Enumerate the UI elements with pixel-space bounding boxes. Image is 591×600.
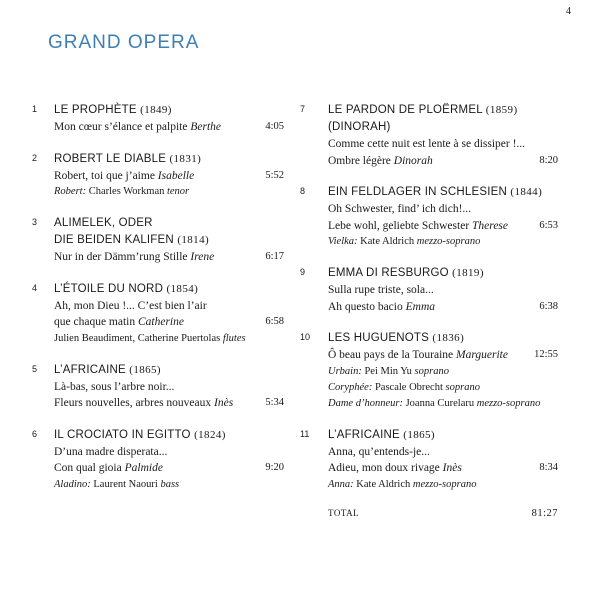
- character-role: Palmide: [124, 462, 163, 474]
- track-entry: [300, 265, 558, 315]
- track-entry: [32, 281, 284, 347]
- aria-text: Mon cœur s’élance et palpite: [54, 121, 191, 133]
- aria-line: [328, 444, 558, 461]
- performer-credit: [328, 477, 558, 493]
- performer-role: Aladino:: [54, 478, 91, 490]
- track-entry: [300, 184, 558, 250]
- composition-year: (1865): [403, 428, 435, 441]
- performer-credit: [328, 380, 558, 396]
- aria-line: [328, 153, 558, 170]
- track-entry: [32, 151, 284, 201]
- aria-text: Sulla rupe triste, sola...: [328, 284, 434, 296]
- track-duration: 6:58: [265, 316, 284, 327]
- aria-text: Ah, mon Dieu !... C’est bien l’air: [54, 299, 207, 312]
- track-number: 8: [300, 186, 306, 196]
- performer-role: Vielka:: [328, 236, 358, 247]
- performer-role: Dame d’honneur:: [328, 397, 403, 409]
- aria-line: [328, 282, 558, 299]
- aria-line: [54, 314, 284, 331]
- aria-text: Oh Schwester, find’ ich dich!...: [328, 203, 472, 215]
- track-title: LE PROPHÈTE (1849): [54, 104, 172, 116]
- page-number: 4: [566, 6, 571, 17]
- track-entry: [32, 427, 284, 493]
- performer-credit: [328, 364, 558, 380]
- character-role: Emma: [405, 300, 435, 313]
- performer-role: Robert:: [54, 186, 87, 197]
- aria-line: [54, 249, 284, 266]
- performer-credit: [54, 477, 284, 493]
- track-duration: 5:52: [265, 169, 284, 181]
- total-duration-row: [306, 508, 558, 518]
- track-number: 4: [32, 282, 38, 293]
- total-duration: 81:27: [531, 507, 558, 519]
- track-number: 6: [32, 428, 38, 439]
- character-role: Irene: [190, 251, 215, 263]
- track-title: EMMA DI RESBURGO (1819): [328, 267, 484, 279]
- performer-voice-type: mezzo-soprano: [412, 478, 477, 490]
- track-title: EIN FELDLAGER IN SCHLESIEN (1844): [328, 186, 543, 198]
- performer-voice-type: bass: [160, 478, 180, 490]
- aria-text: Là-bas, sous l’arbre noir...: [54, 380, 175, 393]
- track-title: IL CROCIATO IN EGITTO (1824): [54, 428, 226, 441]
- track-number: 7: [300, 104, 306, 114]
- character-role: Inès: [442, 462, 462, 474]
- track-entry: [300, 330, 558, 412]
- track-duration: 6:38: [539, 300, 558, 312]
- performer-credit: [328, 234, 558, 250]
- track-title: ALIMELEK, ODER: [54, 217, 153, 229]
- performer-name: Laurent Naouri: [90, 478, 161, 490]
- composition-year: (1865): [129, 363, 161, 376]
- track-title: L’AFRICAINE (1865): [328, 428, 435, 441]
- composition-year: (1819): [452, 267, 484, 279]
- aria-text: Ô beau pays de la Touraine: [328, 349, 456, 361]
- track-title: L’ÉTOILE DU NORD (1854): [54, 282, 199, 295]
- performer-name: Kate Aldrich: [357, 236, 417, 247]
- performer-role: Urbain:: [328, 365, 362, 377]
- composition-year: (1824): [194, 428, 226, 441]
- aria-text: Fleurs nouvelles, arbres nouveaux: [54, 397, 215, 409]
- track-entry: [32, 102, 284, 136]
- character-role: Therese: [472, 219, 509, 232]
- aria-line: [54, 119, 284, 136]
- performer-voice-type: tenor: [166, 186, 190, 197]
- aria-text: Nur in der Dämm’rung Stille: [54, 251, 191, 263]
- aria-line: [328, 201, 558, 218]
- track-title-continued: DIE BEIDEN KALIFEN (1814): [54, 234, 210, 246]
- track-duration: 12:55: [534, 349, 558, 360]
- character-role: Isabelle: [157, 169, 195, 182]
- aria-line: [328, 299, 558, 316]
- character-role: Inès: [214, 397, 234, 409]
- composition-year: (1854): [166, 282, 199, 295]
- track-title: ROBERT LE DIABLE (1831): [54, 152, 202, 165]
- aria-text: que chaque matin: [54, 316, 138, 328]
- track-entry: [32, 362, 284, 412]
- performer-name: Charles Workman: [86, 186, 167, 197]
- tracklist-left-column: [32, 102, 284, 508]
- track-entry: [32, 215, 284, 266]
- performer-name: Joanna Curelaru: [402, 397, 477, 409]
- character-role: Catherine: [137, 316, 184, 328]
- aria-text: Anna, qu’entends-je...: [328, 445, 430, 458]
- performer-name: Julien Beaudiment, Catherine Puertolas: [54, 332, 223, 344]
- track-number: 9: [300, 267, 306, 277]
- aria-text: Ah questo bacio: [328, 300, 406, 313]
- track-title: L’AFRICAINE (1865): [54, 363, 161, 376]
- tracklist-right-column: [300, 102, 558, 519]
- aria-line: [54, 444, 284, 461]
- aria-line: [54, 168, 284, 185]
- track-duration: 9:20: [265, 462, 284, 473]
- aria-text: Ombre légère: [328, 154, 394, 167]
- track-duration: 6:53: [539, 219, 558, 231]
- character-role: Marguerite: [456, 349, 508, 361]
- track-title-continued: (DINORAH): [328, 121, 391, 133]
- performer-credit: [54, 331, 284, 347]
- track-title: LE PARDON DE PLOËRMEL (1859): [328, 104, 518, 116]
- performer-role: Anna:: [328, 478, 354, 490]
- performer-voice-type: soprano: [414, 365, 449, 377]
- aria-line: [54, 395, 284, 412]
- total-label: TOTAL: [328, 507, 360, 518]
- aria-text: D’una madre disperata...: [54, 445, 168, 458]
- performer-credit: [54, 184, 284, 200]
- aria-text: Comme cette nuit est lente à se dissiper !...: [328, 138, 526, 150]
- track-duration: 5:34: [265, 397, 284, 408]
- track-entry: [300, 427, 558, 493]
- aria-text: Adieu, mon doux rivage: [328, 462, 443, 474]
- character-role: Berthe: [190, 121, 222, 133]
- composition-year: (1814): [177, 234, 210, 246]
- composition-year: (1844): [510, 186, 543, 198]
- aria-line: [54, 379, 284, 396]
- aria-text: Lebe wohl, geliebte Schwester: [328, 219, 473, 232]
- track-number: 10: [300, 332, 311, 342]
- track-number: 5: [32, 363, 38, 374]
- composition-year: (1849): [140, 104, 172, 116]
- aria-line: [328, 136, 558, 153]
- track-entry: [300, 102, 558, 169]
- track-duration: 6:17: [265, 251, 284, 262]
- performer-name: Pascale Obrecht: [372, 381, 446, 393]
- track-duration: 8:20: [539, 154, 558, 166]
- performer-credit: [328, 396, 558, 412]
- performer-name: Kate Aldrich: [353, 478, 413, 490]
- performer-name: Pei Min Yu: [361, 365, 415, 377]
- composition-year: (1859): [485, 104, 518, 116]
- performer-voice-type: mezzo-soprano: [476, 397, 541, 409]
- track-number: 11: [300, 428, 310, 439]
- performer-voice-type: flutes: [222, 332, 246, 344]
- track-duration: 8:34: [539, 462, 558, 473]
- composition-year: (1836): [432, 332, 465, 344]
- performer-role: Coryphée:: [328, 381, 373, 393]
- page-title: GRAND OPERA: [48, 32, 200, 53]
- aria-line: [328, 460, 558, 477]
- aria-line: [54, 298, 284, 315]
- character-role: Dinorah: [393, 154, 433, 167]
- aria-text: Robert, toi que j’aime: [54, 169, 158, 182]
- aria-line: [328, 218, 558, 235]
- aria-text: Con qual gioia: [54, 462, 125, 474]
- aria-line: [54, 460, 284, 477]
- track-number: 3: [32, 217, 38, 227]
- performer-voice-type: soprano: [445, 381, 480, 393]
- track-number: 1: [32, 104, 38, 114]
- performer-voice-type: mezzo-soprano: [416, 236, 481, 247]
- track-title: LES HUGUENOTS (1836): [328, 332, 465, 344]
- track-duration: 4:05: [265, 121, 284, 132]
- composition-year: (1831): [169, 152, 202, 165]
- track-number: 2: [32, 152, 38, 163]
- aria-line: [328, 347, 558, 364]
